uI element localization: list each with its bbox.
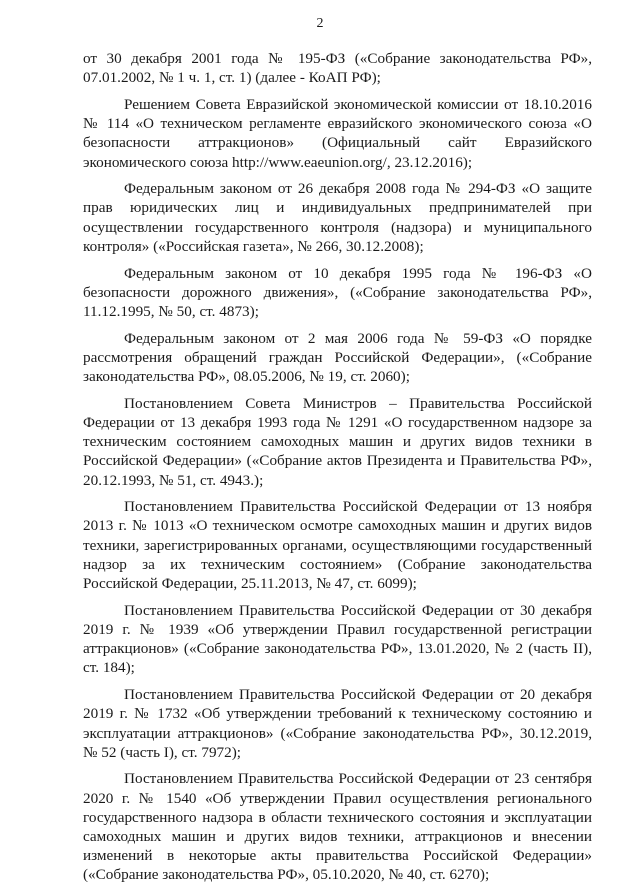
paragraph-koap-citation: от 30 декабря 2001 года № 195-ФЗ («Собрание законодательства РФ», 07.01.2002, № 1 ч. 1, ст. 1) (далее - КоАП РФ);: [83, 50, 592, 87]
paragraph-law-294: Федеральным законом от 26 декабря 2008 года № 294-ФЗ «О защите прав юридических лиц и индивидуальных предпринимателей при осуществлении государственного контроля (надзора) и муниципального контроля» («Российская газета», № 266, 30.12.2008);: [83, 180, 592, 255]
paragraph-resolution-1291: Постановлением Совета Министров – Правительства Российской Федерации от 13 декабря 1993 года № 1291 «О государственном надзоре за техническим состоянием самоходных машин и других видов техники в Российской Федерации» («Собрание актов Президента и Правительства РФ», 20.12.1993, № 51, ст. 4943.);: [83, 394, 592, 489]
page-number: 2: [316, 16, 324, 31]
paragraph-resolution-1013: Постановлением Правительства Российской Федерации от 13 ноября 2013 г. № 1013 «О техническом осмотре самоходных машин и других видов техники, зарегистрированных органами, осуществляющими государственный надзор за их техническим состоянием» (Собрание законодательства Российской Федерации, 25.11.2013, № 47, ст. 6099);: [83, 498, 592, 593]
paragraph-resolution-1732: Постановлением Правительства Российской Федерации от 20 декабря 2019 г. № 1732 «Об утверждении требований к техническому состоянию и эксплуатации аттракционов» («Собрание законодательства РФ», 30.12.2019, № 52 (часть I), ст. 7972);: [83, 686, 592, 761]
document-body: [83, 49, 592, 892]
paragraph-resolution-1939: Постановлением Правительства Российской Федерации от 30 декабря 2019 г. № 1939 «Об утверждении Правил государственной регистрации аттракционов» («Собрание законодательства РФ», 13.01.2020, № 2 (часть II), ст. 184);: [83, 601, 592, 677]
paragraph-resolution-1540: Постановлением Правительства Российской Федерации от 23 сентября 2020 г. № 1540 «Об утверждении Правил осуществления регионального государственного надзора в области технического состояния и эксплуатации самоходных машин и других видов техники, аттракционов и внесении изменений в некоторые акты правительства Российской Федерации» («Собрание законодательства РФ», 05.10.2020, № 40, ст. 6270);: [83, 770, 592, 884]
paragraph-law-196: Федеральным законом от 10 декабря 1995 года № 196-ФЗ «О безопасности дорожного движения», («Собрание законодательства РФ», 11.12.1995, № 50, ст. 4873);: [83, 264, 592, 320]
paragraph-eec-decision: Решением Совета Евразийской экономической комиссии от 18.10.2016 № 114 «О техническом регламенте евразийского экономического союза «О безопасности аттракционов» (Официальный сайт Евразийского экономического союза http://www.eaeunion.org/, 23.12.2016);: [83, 95, 592, 171]
paragraph-law-59: Федеральным законом от 2 мая 2006 года № 59-ФЗ «О порядке рассмотрения обращений граждан Российской Федерации», («Собрание законодательства РФ», 08.05.2006, № 19, ст. 2060);: [83, 329, 592, 386]
